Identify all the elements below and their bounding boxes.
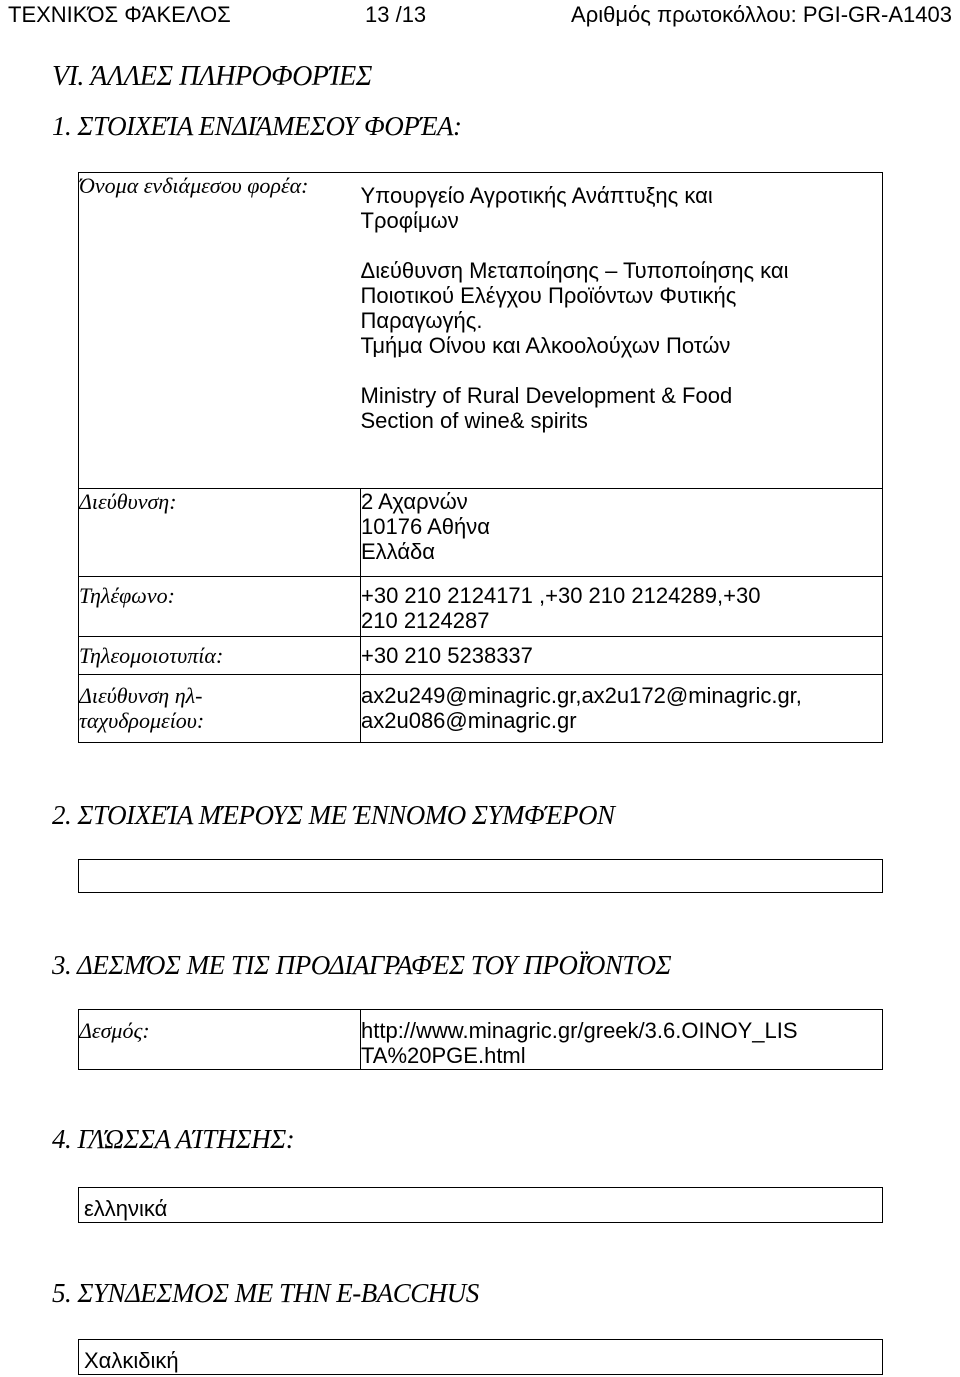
- address-line: 2 Αχαρνών: [361, 489, 468, 514]
- link-value: [361, 1010, 883, 1070]
- link-line: TA%20PGE.html: [361, 1043, 526, 1068]
- email-value: [361, 675, 883, 743]
- dept-line: Ποιοτικού Ελέγχου Προϊόντων Φυτικής: [360, 283, 737, 308]
- address-line: 10176 Αθήνα: [361, 514, 490, 539]
- protocol-number: Αριθμός πρωτοκόλλου: PGI-GR-A1403: [571, 2, 952, 27]
- interested-party-box: [78, 859, 883, 893]
- dept-line: Παραγωγής.: [360, 308, 483, 333]
- fax-value: +30 210 5238337: [361, 637, 883, 675]
- address-label: Διεύθυνση:: [79, 489, 361, 577]
- phone-label: Τηλέφωνο:: [79, 577, 361, 637]
- link-line: http://www.minagric.gr/greek/3.6.OINOY_LIS: [361, 1018, 798, 1043]
- email-line: ax2u249@minagric.gr,ax2u172@minagric.gr,: [361, 683, 802, 708]
- email-label-line: ταχυδρομείου:: [79, 708, 205, 733]
- document-title: ΤΕΧΝΙΚΌΣ ΦΆΚΕΛΟΣ: [8, 2, 231, 27]
- fax-label: Τηλεομοιοτυπία:: [79, 637, 361, 675]
- name-line: Τροφίμων: [360, 208, 459, 233]
- english-line: Section of wine& spirits: [360, 408, 588, 433]
- english-line: Ministry of Rural Development & Food: [360, 383, 733, 408]
- link-table: [78, 1009, 883, 1070]
- page-header: [0, 0, 960, 30]
- phone-line: +30 210 2124171 ,+30 210 2124289,+30: [361, 583, 761, 608]
- page-number: 13 /13: [365, 2, 427, 27]
- phone-value: [361, 577, 883, 637]
- link-label: Δεσμός:: [79, 1010, 361, 1070]
- dept-line: Διεύθυνση Μεταποίησης – Τυποποίησης και: [360, 258, 789, 283]
- section-5-heading: 5. ΣΥΝΔΕΣΜΟΣ ΜΕ ΤΗΝ E-BACCHUS: [52, 1278, 479, 1308]
- email-label: [79, 675, 361, 743]
- ebacchus-box: Χαλκιδική: [78, 1339, 883, 1375]
- address-value: [361, 489, 883, 577]
- dept-line: Τμήμα Οίνου και Αλκοολούχων Ποτών: [360, 333, 731, 358]
- name-line: Υπουργείο Αγροτικής Ανάπτυξης και: [360, 183, 713, 208]
- intermediary-name-value: [361, 173, 883, 489]
- section-1-heading: 1. ΣΤΟΙΧΕΊΑ ΕΝΔΙΆΜΕΣΟΥ ΦΟΡΈΑ:: [52, 111, 462, 141]
- phone-line: 210 2124287: [361, 608, 490, 633]
- section-vi-heading: VI. ΆΛΛΕΣ ΠΛΗΡΟΦΟΡΊΕΣ: [52, 61, 372, 92]
- intermediary-table: [78, 172, 883, 743]
- section-3-heading: 3. ΔΕΣΜΌΣ ΜΕ ΤΙΣ ΠΡΟΔΙΑΓΡΑΦΈΣ ΤΟΥ ΠΡΟΪΌΝΤΟΣ: [52, 950, 671, 980]
- language-box: ελληνικά: [78, 1187, 883, 1223]
- email-label-line: Διεύθυνση ηλ-: [79, 683, 203, 708]
- section-2-heading: 2. ΣΤΟΙΧΕΊΑ ΜΈΡΟΥΣ ΜΕ ΈΝΝΟΜΟ ΣΥΜΦΈΡΟΝ: [52, 800, 615, 830]
- section-4-heading: 4. ΓΛΏΣΣΑ ΑΊΤΗΣΗΣ:: [52, 1124, 295, 1154]
- address-line: Ελλάδα: [361, 539, 436, 564]
- intermediary-name-label: Όνομα ενδιάμεσου φορέα:: [79, 173, 361, 489]
- email-line: ax2u086@minagric.gr: [361, 708, 577, 733]
